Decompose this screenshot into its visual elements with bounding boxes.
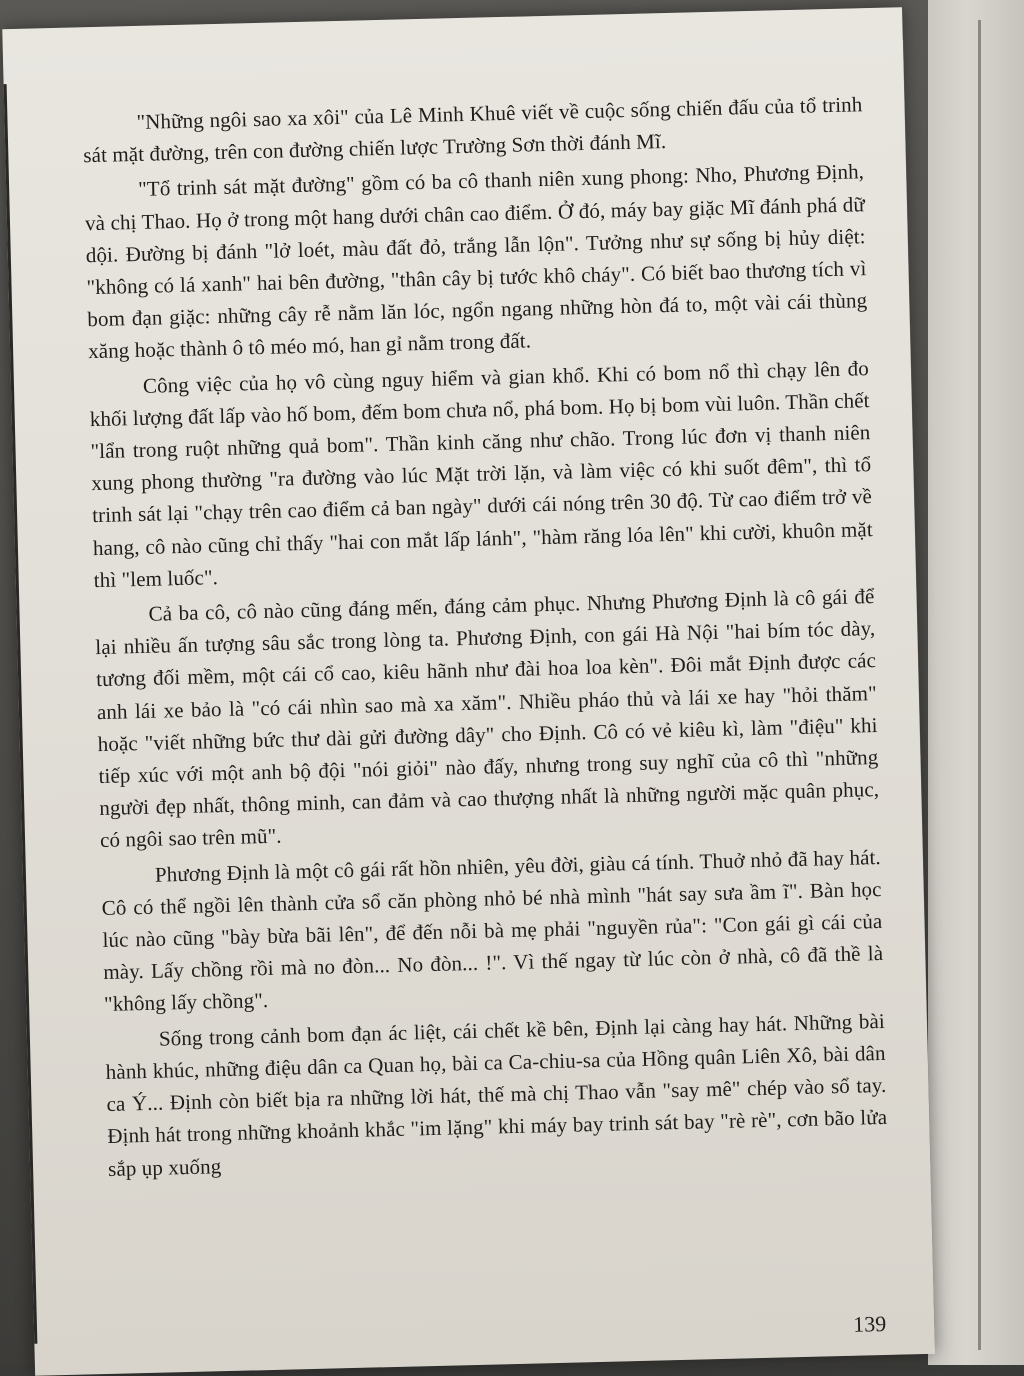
paragraph-5: Phương Định là một cô gái rất hồn nhiên, yêu đời, giàu cá tính. Thuở nhỏ đã hay hát. Cô có thể ngồi lên thành cửa sổ căn phòng nhỏ bé nhà mình "hát say sưa ầm ĩ". Bàn học lúc nào cũng "bày bừa bãi lên", để đến nỗi bà mẹ phải "nguyền rủa": "Con gái gì cái của mày. Lấy chồng rồi mà no đòn... No đòn... !". Vì thế ngay từ lúc còn ở nhà, cô đã thề là "không lấy chồng". — [101, 844, 884, 1017]
paragraph-4: Cả ba cô, cô nào cũng đáng mến, đáng cảm phục. Nhưng Phương Định là cô gái để lại nhiều ấn tượng sâu sắc trong lòng ta. Phương Định, con gái Hà Nội "hai bím tóc dày, tương đối mềm, một cái cổ cao, kiêu hãnh như đài hoa loa kèn". Đôi mắt Định được các anh lái xe bảo là "có cái nhìn sao mà xa xăm". Nhiều pháo thủ và lái xe hay "hỏi thăm" hoặc "viết những bức thư dài gửi đường dây" cho Định. Cô có vẻ kiêu kì, làm "điệu" khi tiếp xúc với một anh bộ đội "nói giỏi" nào đấy, nhưng trong suy nghĩ của cô thì "những người đẹp nhất, thông minh, can đảm và cao thượng nhất là những người mặc quân phục, có ngôi sao trên mũ". — [95, 584, 880, 853]
facing-page-edge — [928, 0, 1024, 1365]
paragraph-2: "Tổ trinh sát mặt đường" gồm có ba cô thanh niên xung phong: Nho, Phương Định, và chị Thao. Họ ở trong một hang dưới chân cao điểm. Ở đó, máy bay giặc Mĩ đánh phá dữ dội. Đường bị đánh "lở loét, màu đất đỏ, trắng lẫn lộn". Tưởng như sự sống bị hủy diệt: "không có lá xanh" hai bên đường, "thân cây bị tước khô cháy". Có biết bao thương tích vì bom đạn giặc: những cây rễ nằm lăn lóc, ngổn ngang những hòn đá to, một vài cái thùng xăng hoặc thành ô tô méo mó, han gỉ nằm trong đất. — [84, 159, 868, 364]
book-page — [2, 7, 935, 1376]
paragraph-1: "Những ngôi sao xa xôi" của Lê Minh Khuê viết về cuộc sống chiến đấu của tổ trinh sát mặt đường, trên con đường chiến lược Trường Sơn thời đánh Mĩ. — [83, 92, 863, 168]
page-number: 139 — [852, 1310, 887, 1337]
body-text — [82, 88, 888, 1187]
paragraph-3: Công việc của họ vô cùng nguy hiểm và gian khổ. Khi có bom nổ thì chạy lên đo khối lượng đất lấp vào hố bom, đếm bom chưa nổ, phá bom. Họ bị bom vùi luôn. Thần chết "lẩn trong ruột những quả bom". Thần kinh căng như chão. Trong lúc đơn vị thanh niên xung phong thường "ra đường vào lúc Mặt trời lặn, và làm việc có khi suốt đêm", thì tổ trinh sát lại "chạy trên cao điểm cả ban ngày" dưới cái nóng trên 30 độ. Từ cao điểm trở về hang, cô nào cũng chỉ thấy "hai con mắt lấp lánh", "hàm răng lóa lên" khi cười, khuôn mặt thì "lem luốc". — [89, 355, 874, 592]
facing-page-rule — [978, 20, 981, 1350]
paragraph-6: Sống trong cảnh bom đạn ác liệt, cái chết kề bên, Định lại càng hay hát. Những bài hành khúc, những điệu dân ca Quan họ, bài ca Ca-chiu-sa của Hồng quân Liên Xô, bài dân ca Ý... Định còn biết bịa ra những lời hát, thế mà chị Thao vẫn "say mê" chép vào sổ tay. Định hát trong những khoảnh khắc "im lặng" khi máy bay trinh sát bay "rè rè", cơn bão lửa sắp ụp xuống — [105, 1008, 888, 1181]
